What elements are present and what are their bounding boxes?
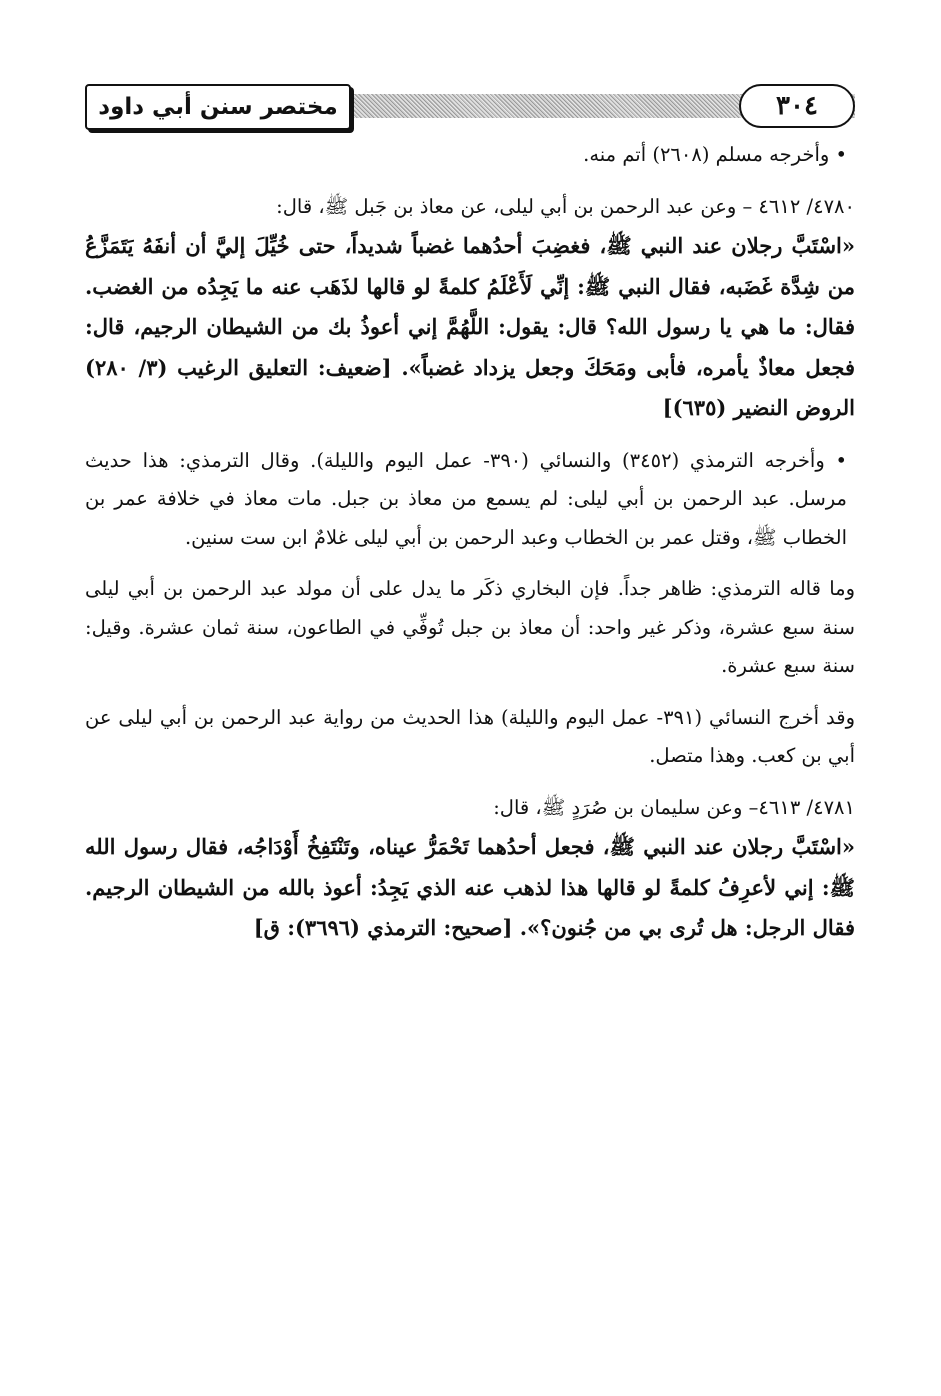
page-body <box>85 136 855 949</box>
commentary-paragraph: وما قاله الترمذي: ظاهر جداً. فإن البخاري ذكَر ما يدل على أن مولد عبد الرحمن بن أبي ليلى سنة سبع عشرة، وذكر غير واحد: أن معاذ بن جبل تُوفِّي في الطاعون، سنة ثمان عشرة. وقيل: سنة سبع عشرة. <box>85 577 855 677</box>
page-number: ٣٠٤ <box>739 84 855 128</box>
note-muslim: • وأخرجه مسلم (٢٦٠٨) أتم منه. <box>583 143 847 166</box>
book-title: مختصر سنن أبي داود <box>85 84 351 130</box>
note-tirmidhi: • وأخرجه الترمذي (٣٤٥٢) والنسائي (٣٩٠- عمل اليوم والليلة). وقال الترمذي: هذا حديث مرسل. عبد الرحمن بن أبي ليلى: لم يسمع من معاذ بن جبل. مات معاذ في خلافة عمر بن الخطاب ﷺ، وقتل عمر بن الخطاب وعبد الرحمن بن أبي ليلى غلامٌ ابن ست سنين. <box>85 448 847 549</box>
page-header <box>85 84 855 128</box>
hadith-4780-matn: «اسْتَبَّ رجلان عند النبي ﷺ، فغضِبَ أحدُهما غضباً شديداً، حتى خُيِّلَ إليَّ أن أنفَهُ يَتَمَزَّعُ من شِدَّة غَضَبه، فقال النبي ﷺ: إنِّي لَأَعْلَمُ كلمةً لو قالها لذَهَب عنه ما يَجِدُه من الغضب. فقال: ما هي يا رسول الله؟ قال: يقول: اللَّهُمَّ إني أعوذُ بك من الشيطان الرجيم، قال: فجعل معاذٌ يأمره، فأبى ومَحَكَ وجعل يزداد غضباً». [ضعيف: التعليق الرغيب (٣/ ٢٨٠) الروض النضير (٦٣٥)] <box>85 233 855 420</box>
hadith-4781-matn: «اسْتَبَّ رجلان عند النبي ﷺ، فجعل أحدُهما تَحْمَرُّ عيناه، وتَنْتَفِخُ أَوْدَاجُه، فقال رسول الله ﷺ: إني لأعرِفُ كلمةً لو قالها هذا لذهب عنه الذي يَجِدُ: أعوذ بالله من الشيطان الرجيم. فقال الرجل: هل تُرى بي من جُنون؟». [صحيح: الترمذي (٣٦٩٦): ق] <box>85 834 855 940</box>
hadith-4780-isnad: ٤٧٨٠/ ٤٦١٢ – وعن عبد الرحمن بن أبي ليلى، عن معاذ بن جَبل ﷺ، قال: <box>276 194 855 218</box>
hadith-4781-isnad: ٤٧٨١/ ٤٦١٣– وعن سليمان بن صُرَدٍ ﷺ، قال: <box>493 795 855 819</box>
nasai-note: وقد أخرج النسائي (٣٩١- عمل اليوم والليلة) هذا الحديث من رواية عبد الرحمن بن أبي ليلى عن أبي بن كعب. وهذا متصل. <box>85 705 855 767</box>
